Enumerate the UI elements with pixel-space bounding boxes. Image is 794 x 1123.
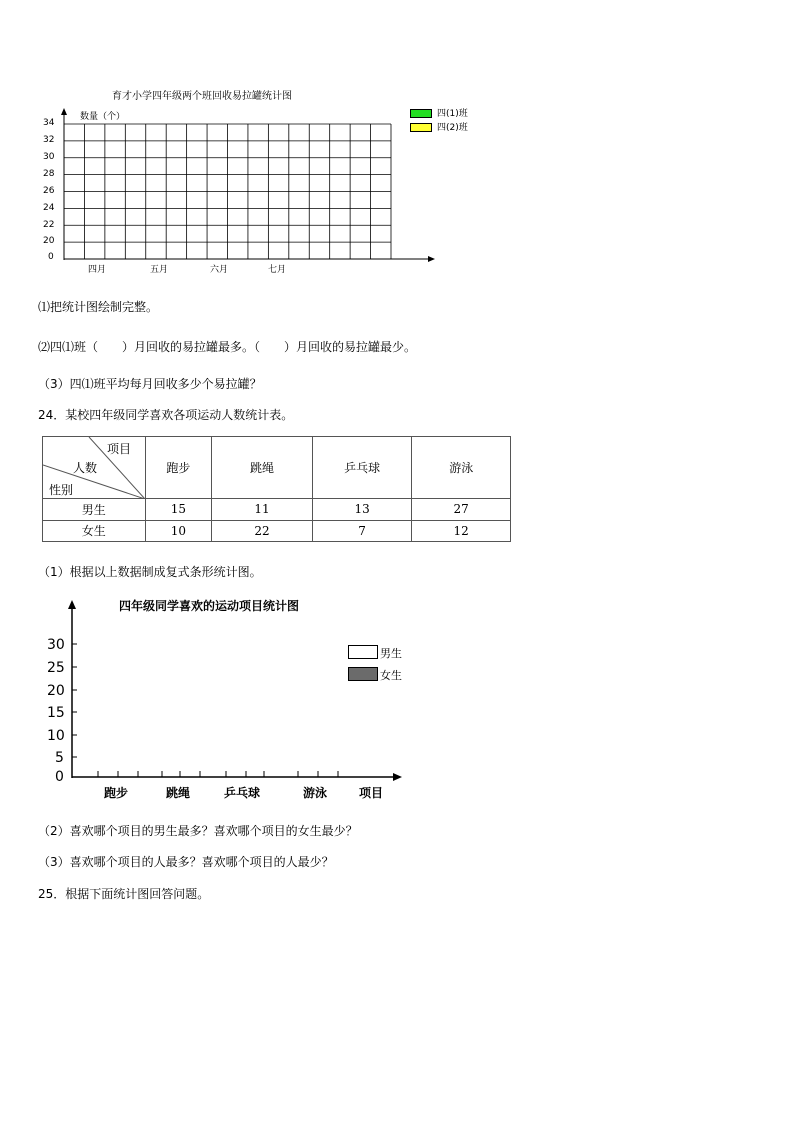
table-cell: 22 <box>212 520 313 542</box>
q23-part3: （3）四⑴班平均每月回收多少个易拉罐？ <box>38 377 262 391</box>
legend-label: 男生 <box>380 647 402 660</box>
column-header: 跑步 <box>145 437 212 499</box>
table-row <box>43 520 511 542</box>
q25-intro: 25．根据下面统计图回答问题。 <box>38 887 210 901</box>
chart-2-x-arrow <box>393 773 402 781</box>
corner-label-bottom: 性别 <box>49 483 74 497</box>
chart-2-x-ticks <box>98 771 338 777</box>
sports-table <box>42 436 511 542</box>
q23-part2: ⑵四⑴班（ ）月回收的易拉罐最多。（ ）月回收的易拉罐最少。 <box>38 340 417 354</box>
chart-1-grid <box>0 0 794 300</box>
y-tick: 32 <box>43 135 55 145</box>
legend-swatch-class2 <box>410 123 432 132</box>
y-tick: 30 <box>47 637 65 653</box>
legend-label: 四(1)班 <box>437 109 468 119</box>
y-tick: 20 <box>47 683 65 699</box>
row-label: 女生 <box>43 520 146 542</box>
table-cell: 15 <box>145 499 212 521</box>
x-tick: 乒乓球 <box>224 786 261 800</box>
x-tick: 五月 <box>150 265 169 275</box>
table-cell: 10 <box>145 520 212 542</box>
q24-part2: （2）喜欢哪个项目的男生最多？喜欢哪个项目的女生最少？ <box>38 824 358 838</box>
chart-1-y-arrow <box>61 108 67 115</box>
table-cell: 27 <box>412 499 511 521</box>
legend-swatch-class1 <box>410 109 432 118</box>
chart-2-y-arrow <box>68 600 76 609</box>
y-tick: 0 <box>48 252 54 262</box>
table-row <box>43 499 511 521</box>
x-tick: 七月 <box>268 265 287 275</box>
row-label: 男生 <box>43 499 146 521</box>
legend-label: 女生 <box>380 669 402 682</box>
table-cell: 7 <box>312 520 412 542</box>
y-tick: 10 <box>47 728 65 744</box>
table-corner <box>43 437 146 499</box>
q24-part3: （3）喜欢哪个项目的人最多？喜欢哪个项目的人最少？ <box>38 855 334 869</box>
y-tick: 26 <box>43 186 55 196</box>
legend-swatch-boys <box>348 645 378 659</box>
chart-1-ylabel: 数量（个） <box>80 112 126 122</box>
x-axis-label: 项目 <box>359 786 384 800</box>
y-tick: 28 <box>43 169 55 179</box>
chart-2-title: 四年级同学喜欢的运动项目统计图 <box>119 599 300 613</box>
table-cell: 13 <box>312 499 412 521</box>
column-header: 游泳 <box>412 437 511 499</box>
y-tick: 22 <box>43 220 55 230</box>
x-tick: 四月 <box>88 265 107 275</box>
x-tick: 游泳 <box>303 786 328 800</box>
chart-1-gridlines <box>64 124 391 259</box>
y-tick: 0 <box>55 769 64 785</box>
column-header: 跳绳 <box>212 437 313 499</box>
chart-1-title: 育才小学四年级两个班回收易拉罐统计图 <box>112 91 292 102</box>
corner-label-top: 项目 <box>107 442 132 456</box>
y-tick: 15 <box>47 705 65 721</box>
column-header: 乒乓球 <box>312 437 412 499</box>
x-tick: 六月 <box>210 265 229 275</box>
y-tick: 25 <box>47 660 65 676</box>
q23-part1: ⑴把统计图绘制完整。 <box>38 300 159 314</box>
table-cell: 12 <box>412 520 511 542</box>
chart-1-x-arrow <box>428 256 435 262</box>
y-tick: 24 <box>43 203 55 213</box>
corner-label-mid: 人数 <box>73 461 98 475</box>
x-tick: 跑步 <box>104 786 129 800</box>
q24-intro: 24．某校四年级同学喜欢各项运动人数统计表。 <box>38 408 294 422</box>
y-tick: 30 <box>43 152 55 162</box>
legend-label: 四(2)班 <box>437 123 468 133</box>
q24-part1: （1）根据以上数据制成复式条形统计图。 <box>38 565 262 579</box>
y-tick: 20 <box>43 236 55 246</box>
y-tick: 5 <box>55 750 64 766</box>
legend-swatch-girls <box>348 667 378 681</box>
y-tick: 34 <box>43 118 55 128</box>
x-tick: 跳绳 <box>166 786 191 800</box>
chart-2-axes <box>0 590 794 810</box>
table-cell: 11 <box>212 499 313 521</box>
